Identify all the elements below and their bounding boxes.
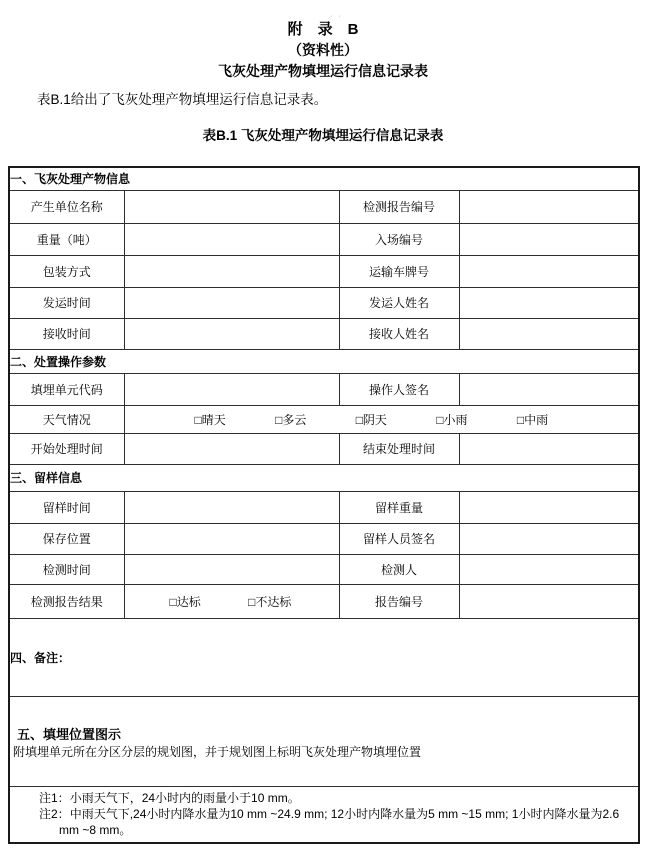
field-label: 检测人 (339, 554, 459, 584)
appendix-title-block (8, 19, 638, 82)
field-label: 接收时间 (9, 318, 124, 349)
table-row (9, 255, 639, 287)
field-value-cell (459, 287, 639, 318)
field-value-cell (459, 373, 639, 405)
field-value-cell (124, 373, 339, 405)
intro-paragraph: 表B.1给出了飞灰处理产物填埋运行信息记录表。 (37, 92, 328, 107)
field-label: 填埋单元代码 (9, 373, 124, 405)
field-label: 入场编号 (339, 223, 459, 255)
weather-options-cell (124, 405, 639, 433)
table-row (9, 433, 639, 464)
field-value-cell (124, 223, 339, 255)
table-row (9, 190, 639, 223)
field-value-cell (124, 491, 339, 523)
note-2: 注2：中雨天气下,24小时内降水量为10 mm ~24.9 mm; 12小时内降水量为5 mm ~15 mm; 1小时内降水量为2.6 mm ~8 mm。 (39, 807, 620, 838)
weather-option-checkbox: □多云 (275, 412, 307, 427)
weather-row (9, 405, 639, 433)
field-value-cell (459, 554, 639, 584)
field-label: 保存位置 (9, 523, 124, 554)
table-row (9, 523, 639, 554)
weather-option-checkbox: □小雨 (436, 412, 468, 427)
field-value-cell (459, 223, 639, 255)
field-value-cell (124, 318, 339, 349)
result-options-cell (124, 584, 339, 618)
field-value-cell (459, 190, 639, 223)
section-header-3: 三、留样信息 (9, 464, 639, 491)
field-value-cell (459, 433, 639, 464)
table-row (9, 223, 639, 255)
position-diagram-section (9, 696, 639, 786)
table-row (9, 491, 639, 523)
record-table (8, 166, 640, 844)
field-value-cell (124, 255, 339, 287)
field-label: 接收人姓名 (339, 318, 459, 349)
field-value-cell (124, 287, 339, 318)
scan-artifact-dots: ·· (330, 13, 347, 20)
field-label: 报告编号 (339, 584, 459, 618)
section-header-2: 二、处置操作参数 (9, 349, 639, 373)
field-label: 包装方式 (9, 255, 124, 287)
field-label: 产生单位名称 (9, 190, 124, 223)
footnotes-cell (9, 786, 639, 843)
field-label: 操作人签名 (339, 373, 459, 405)
field-label: 运输车牌号 (339, 255, 459, 287)
field-label: 留样人员签名 (339, 523, 459, 554)
field-label: 重量（吨） (9, 223, 124, 255)
field-label: 结束处理时间 (339, 433, 459, 464)
field-value-cell (459, 523, 639, 554)
result-option-checkbox: □不达标 (248, 594, 292, 609)
field-label: 留样时间 (9, 491, 124, 523)
note-1: 注1：小雨天气下，24小时内的雨量小于10 mm。 (39, 791, 300, 806)
field-value-cell (124, 523, 339, 554)
field-label: 天气情况 (9, 405, 124, 433)
field-value-cell (124, 190, 339, 223)
field-value-cell (124, 554, 339, 584)
table-row (9, 318, 639, 349)
result-row (9, 584, 639, 618)
result-option-checkbox: □达标 (169, 594, 201, 609)
informative-label: （资料性） (288, 42, 358, 58)
field-label: 检测报告编号 (339, 190, 459, 223)
field-label: 检测报告结果 (9, 584, 124, 618)
appendix-heading: 飞灰处理产物填埋运行信息记录表 (218, 63, 428, 79)
table-row (9, 287, 639, 318)
remarks-section: 四、备注： (9, 618, 639, 696)
weather-option-checkbox: □阴天 (355, 412, 387, 427)
table-row (9, 554, 639, 584)
section-header-5: 五、填埋位置图示 (17, 727, 122, 742)
field-label: 发运人姓名 (339, 287, 459, 318)
field-value-cell (459, 255, 639, 287)
field-label: 检测时间 (9, 554, 124, 584)
field-value-cell (459, 318, 639, 349)
table-row (9, 373, 639, 405)
field-label: 发运时间 (9, 287, 124, 318)
field-value-cell (459, 491, 639, 523)
field-label: 留样重量 (339, 491, 459, 523)
position-diagram-instruction: 附填埋单元所在分区分层的规划图，并于规划图上标明飞灰处理产物填埋位置 (13, 745, 422, 759)
field-value-cell (459, 584, 639, 618)
weather-option-checkbox: □中雨 (516, 412, 549, 427)
weather-option-checkbox: □晴天 (194, 412, 226, 427)
appendix-label: 附 录 B (287, 21, 359, 38)
section-header-1: 一、飞灰处理产物信息 (9, 167, 639, 190)
field-value-cell (124, 433, 339, 464)
field-label: 开始处理时间 (9, 433, 124, 464)
table-caption: 表B.1 飞灰处理产物填埋运行信息记录表 (202, 128, 444, 143)
